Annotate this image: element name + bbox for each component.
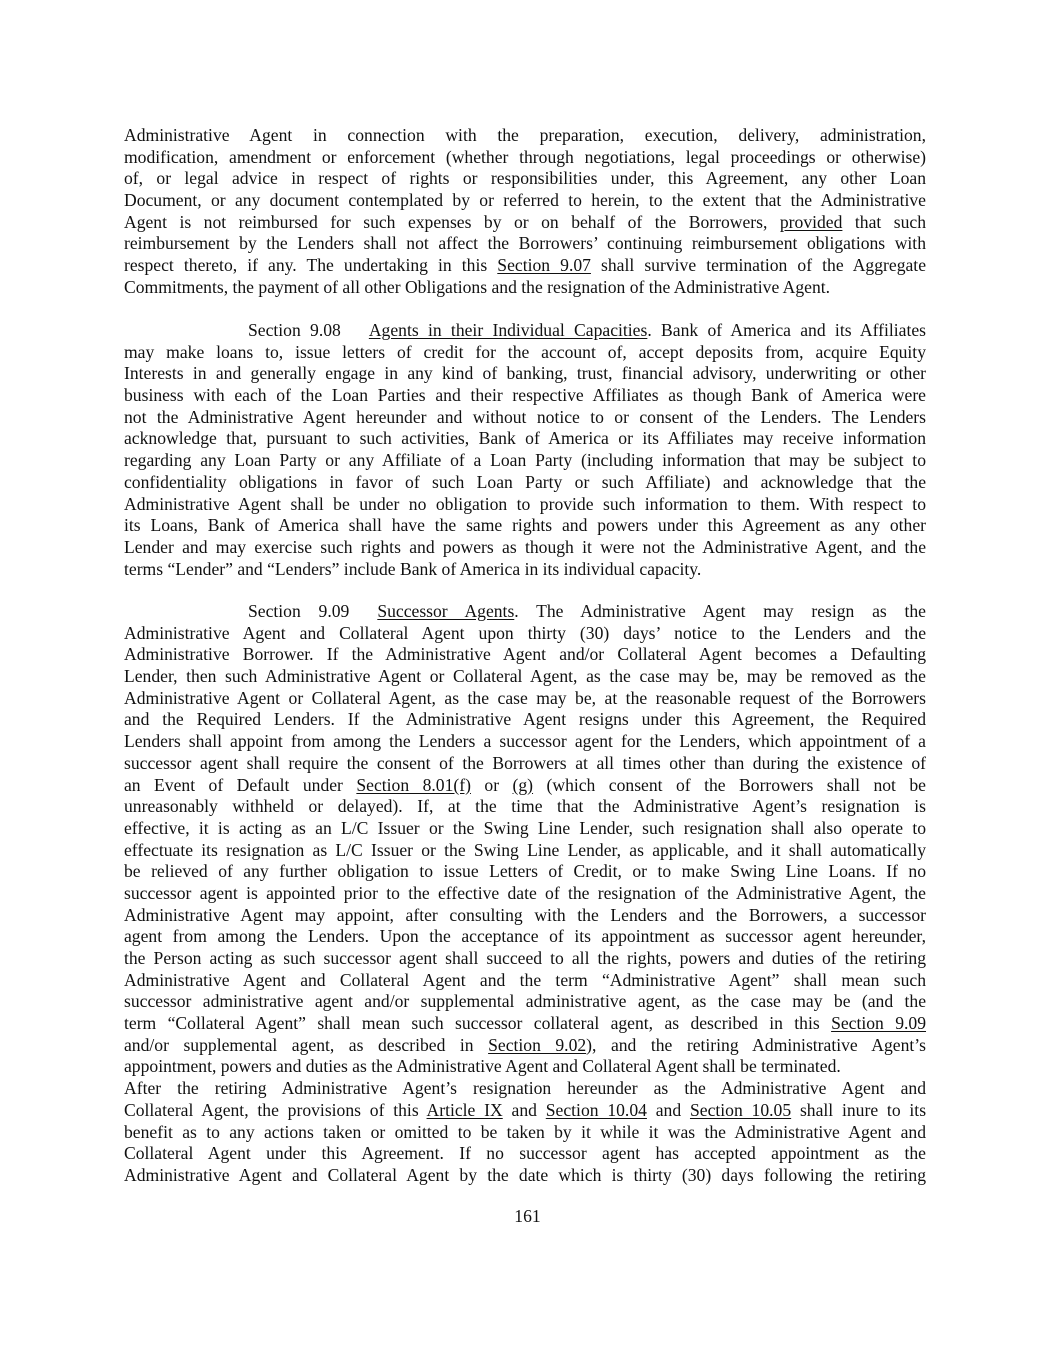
text-line: terms “Lender” and “Lenders” include Bank of America in its individual capacity. bbox=[124, 558, 702, 579]
text-line: Agent is not reimbursed for such expenses by or on behalf of the Borrowers, provided that such bbox=[124, 211, 927, 232]
section-heading-line: Section 9.09 Successor Agents. The Administrative Agent may resign as the bbox=[248, 601, 926, 621]
section-10-04-reference: Section 10.04 bbox=[545, 1099, 647, 1120]
text-line: Administrative Agent or Collateral Agent, as the case may be, at the reasonable request of the Borrowers bbox=[124, 687, 926, 708]
text-line: be relieved of any further obligation to issue Letters of Credit, or to make Swing Line Loans. If no bbox=[124, 861, 926, 882]
text-line: term “Collateral Agent” shall mean such successor collateral agent, as described in this Section 9.09 bbox=[124, 1013, 927, 1034]
text-line: After the retiring Administrative Agent’s resignation hereunder as the Administrative Agent and bbox=[124, 1078, 926, 1099]
text-line: Collateral Agent under this Agreement. If no successor agent has accepted appointment as the bbox=[124, 1143, 926, 1164]
text-line: may make loans to, issue letters of credit for the account of, accept deposits from, acquire Equity bbox=[124, 341, 926, 362]
text-line: its Loans, Bank of America shall have the same rights and powers under this Agreement as any other bbox=[124, 515, 926, 536]
text-line: Administrative Agent shall be under no obligation to provide such information to them. With respect to bbox=[124, 493, 926, 514]
text-line: agent from among the Lenders. Upon the acceptance of its appointment as successor agent hereunder, bbox=[124, 926, 926, 947]
section-9-09-paragraph bbox=[124, 601, 926, 1187]
section-10-05-reference: Section 10.05 bbox=[689, 1099, 792, 1120]
text-line: modification, amendment or enforcement (whether through negotiations, legal proceedings or otherwise) bbox=[124, 146, 926, 167]
text-line: Collateral Agent, the provisions of this Article IX and Section 10.04 and Section 10.05 shall inure to its bbox=[124, 1099, 927, 1120]
text-line: unreasonably withheld or delayed). If, at the time that the Administrative Agent’s resignation is bbox=[124, 796, 926, 817]
text-line: respect thereto, if any. The undertaking in this Section 9.07 shall survive termination of the Aggregate bbox=[124, 255, 927, 276]
text-line: and/or supplemental agent, as described in Section 9.02), and the retiring Administrative Agent’s bbox=[124, 1034, 927, 1055]
section-9-02-reference: Section 9.02 bbox=[488, 1034, 587, 1055]
section-9-09-reference: Section 9.09 bbox=[831, 1013, 927, 1034]
text-line: Administrative Agent and Collateral Agent upon thirty (30) days’ notice to the Lenders and the bbox=[124, 622, 926, 643]
text-line: Administrative Agent may appoint, after consulting with the Lenders and the Borrowers, a successor bbox=[124, 904, 926, 925]
text-line: confidentiality obligations in favor of such Loan Party or such Affiliate) and acknowledge that the bbox=[124, 471, 926, 492]
provided-term: provided bbox=[779, 211, 843, 232]
section-number: Section 9.08 bbox=[248, 320, 341, 340]
text-line: Lender, then such Administrative Agent or Collateral Agent, as the case may be, may be removed as the bbox=[124, 666, 926, 687]
section-heading: Agents in their Individual Capacities bbox=[368, 320, 648, 340]
text-line: Lenders shall appoint from among the Lenders a successor agent for the Lenders, which appointment of a bbox=[124, 731, 926, 752]
text-line: successor agent shall require the consent of the Borrowers at all times other than during the existence of bbox=[124, 752, 926, 773]
text-line: Lender and may exercise such rights and powers as though it were not the Administrative Agent, and the bbox=[124, 536, 926, 557]
text-line: Administrative Agent and Collateral Agent by the date which is thirty (30) days following the retiring bbox=[124, 1164, 926, 1185]
section-heading: Successor Agents bbox=[377, 601, 515, 621]
text-line: Interests in and generally engage in any kind of banking, trust, financial advisory, underwriting or other bbox=[124, 363, 926, 384]
section-9-08-paragraph bbox=[124, 320, 926, 580]
page-number: 161 bbox=[514, 1206, 541, 1226]
text-line: benefit as to any actions taken or omitted to be taken by it while it was the Administrative Agent and bbox=[124, 1121, 926, 1142]
text-line: of, or legal advice in respect of rights or responsibilities under, this Agreement, any other Loan bbox=[124, 168, 926, 189]
text-line: and the Required Lenders. If the Administrative Agent resigns under this Agreement, the Required bbox=[124, 709, 926, 730]
text-line: reimbursement by the Lenders shall not affect the Borrowers’ continuing reimbursement obligations with bbox=[124, 233, 926, 254]
text-line: Administrative Borrower. If the Administrative Agent and/or Collateral Agent becomes a Defaulting bbox=[124, 644, 926, 665]
continuation-paragraph bbox=[124, 125, 926, 299]
text-line: Administrative Agent in connection with the preparation, execution, delivery, administration, bbox=[124, 125, 926, 145]
text-line: successor agent is appointed prior to the effective date of the resignation of the Administrative Agent, the bbox=[124, 882, 926, 903]
section-heading-line: Section 9.08 Agents in their Individual Capacities. Bank of America and its Affiliates bbox=[248, 320, 926, 340]
section-9-07-reference: Section 9.07 bbox=[497, 255, 591, 276]
text-line: effectuate its resignation as L/C Issuer or the Swing Line Lender, as applicable, and it shall automatically bbox=[124, 839, 926, 860]
section-8-01f-reference: Section 8.01(f) bbox=[356, 774, 471, 795]
text-line: appointment, powers and duties as the Administrative Agent and Collateral Agent shall be terminated. bbox=[124, 1056, 841, 1077]
text-line: the Person acting as such successor agent shall succeed to all the rights, powers and duties of the retiring bbox=[124, 948, 926, 968]
section-number: Section 9.09 bbox=[248, 601, 350, 621]
text-line: acknowledge that, pursuant to such activities, Bank of America or its Affiliates may receive information bbox=[124, 428, 926, 449]
clause-g-reference: (g) bbox=[512, 774, 534, 795]
article-ix-reference: Article IX bbox=[426, 1099, 503, 1120]
text-line: successor administrative agent and/or supplemental administrative agent, as the case may be (and the bbox=[124, 991, 926, 1012]
text-line: effective, it is acting as an L/C Issuer or the Swing Line Lender, such resignation shall also operate to bbox=[124, 817, 926, 838]
text-line: Document, or any document contemplated by or referred to herein, to the extent that the Administrative bbox=[124, 190, 926, 211]
text-line: Administrative Agent and Collateral Agent and the term “Administrative Agent” shall mean such bbox=[124, 969, 926, 990]
text-line: not the Administrative Agent hereunder and without notice to or consent of the Lenders. The Lenders bbox=[124, 406, 926, 427]
text-line: business with each of the Loan Parties and their respective Affiliates as though Bank of America were bbox=[124, 385, 926, 406]
text-line: Commitments, the payment of all other Obligations and the resignation of the Administrative Agent. bbox=[124, 276, 831, 297]
text-line: regarding any Loan Party or any Affiliate of a Loan Party (including information that may be subject to bbox=[124, 450, 926, 471]
text-line: an Event of Default under Section 8.01(f) or (g) (which consent of the Borrowers shall not be bbox=[124, 774, 926, 795]
